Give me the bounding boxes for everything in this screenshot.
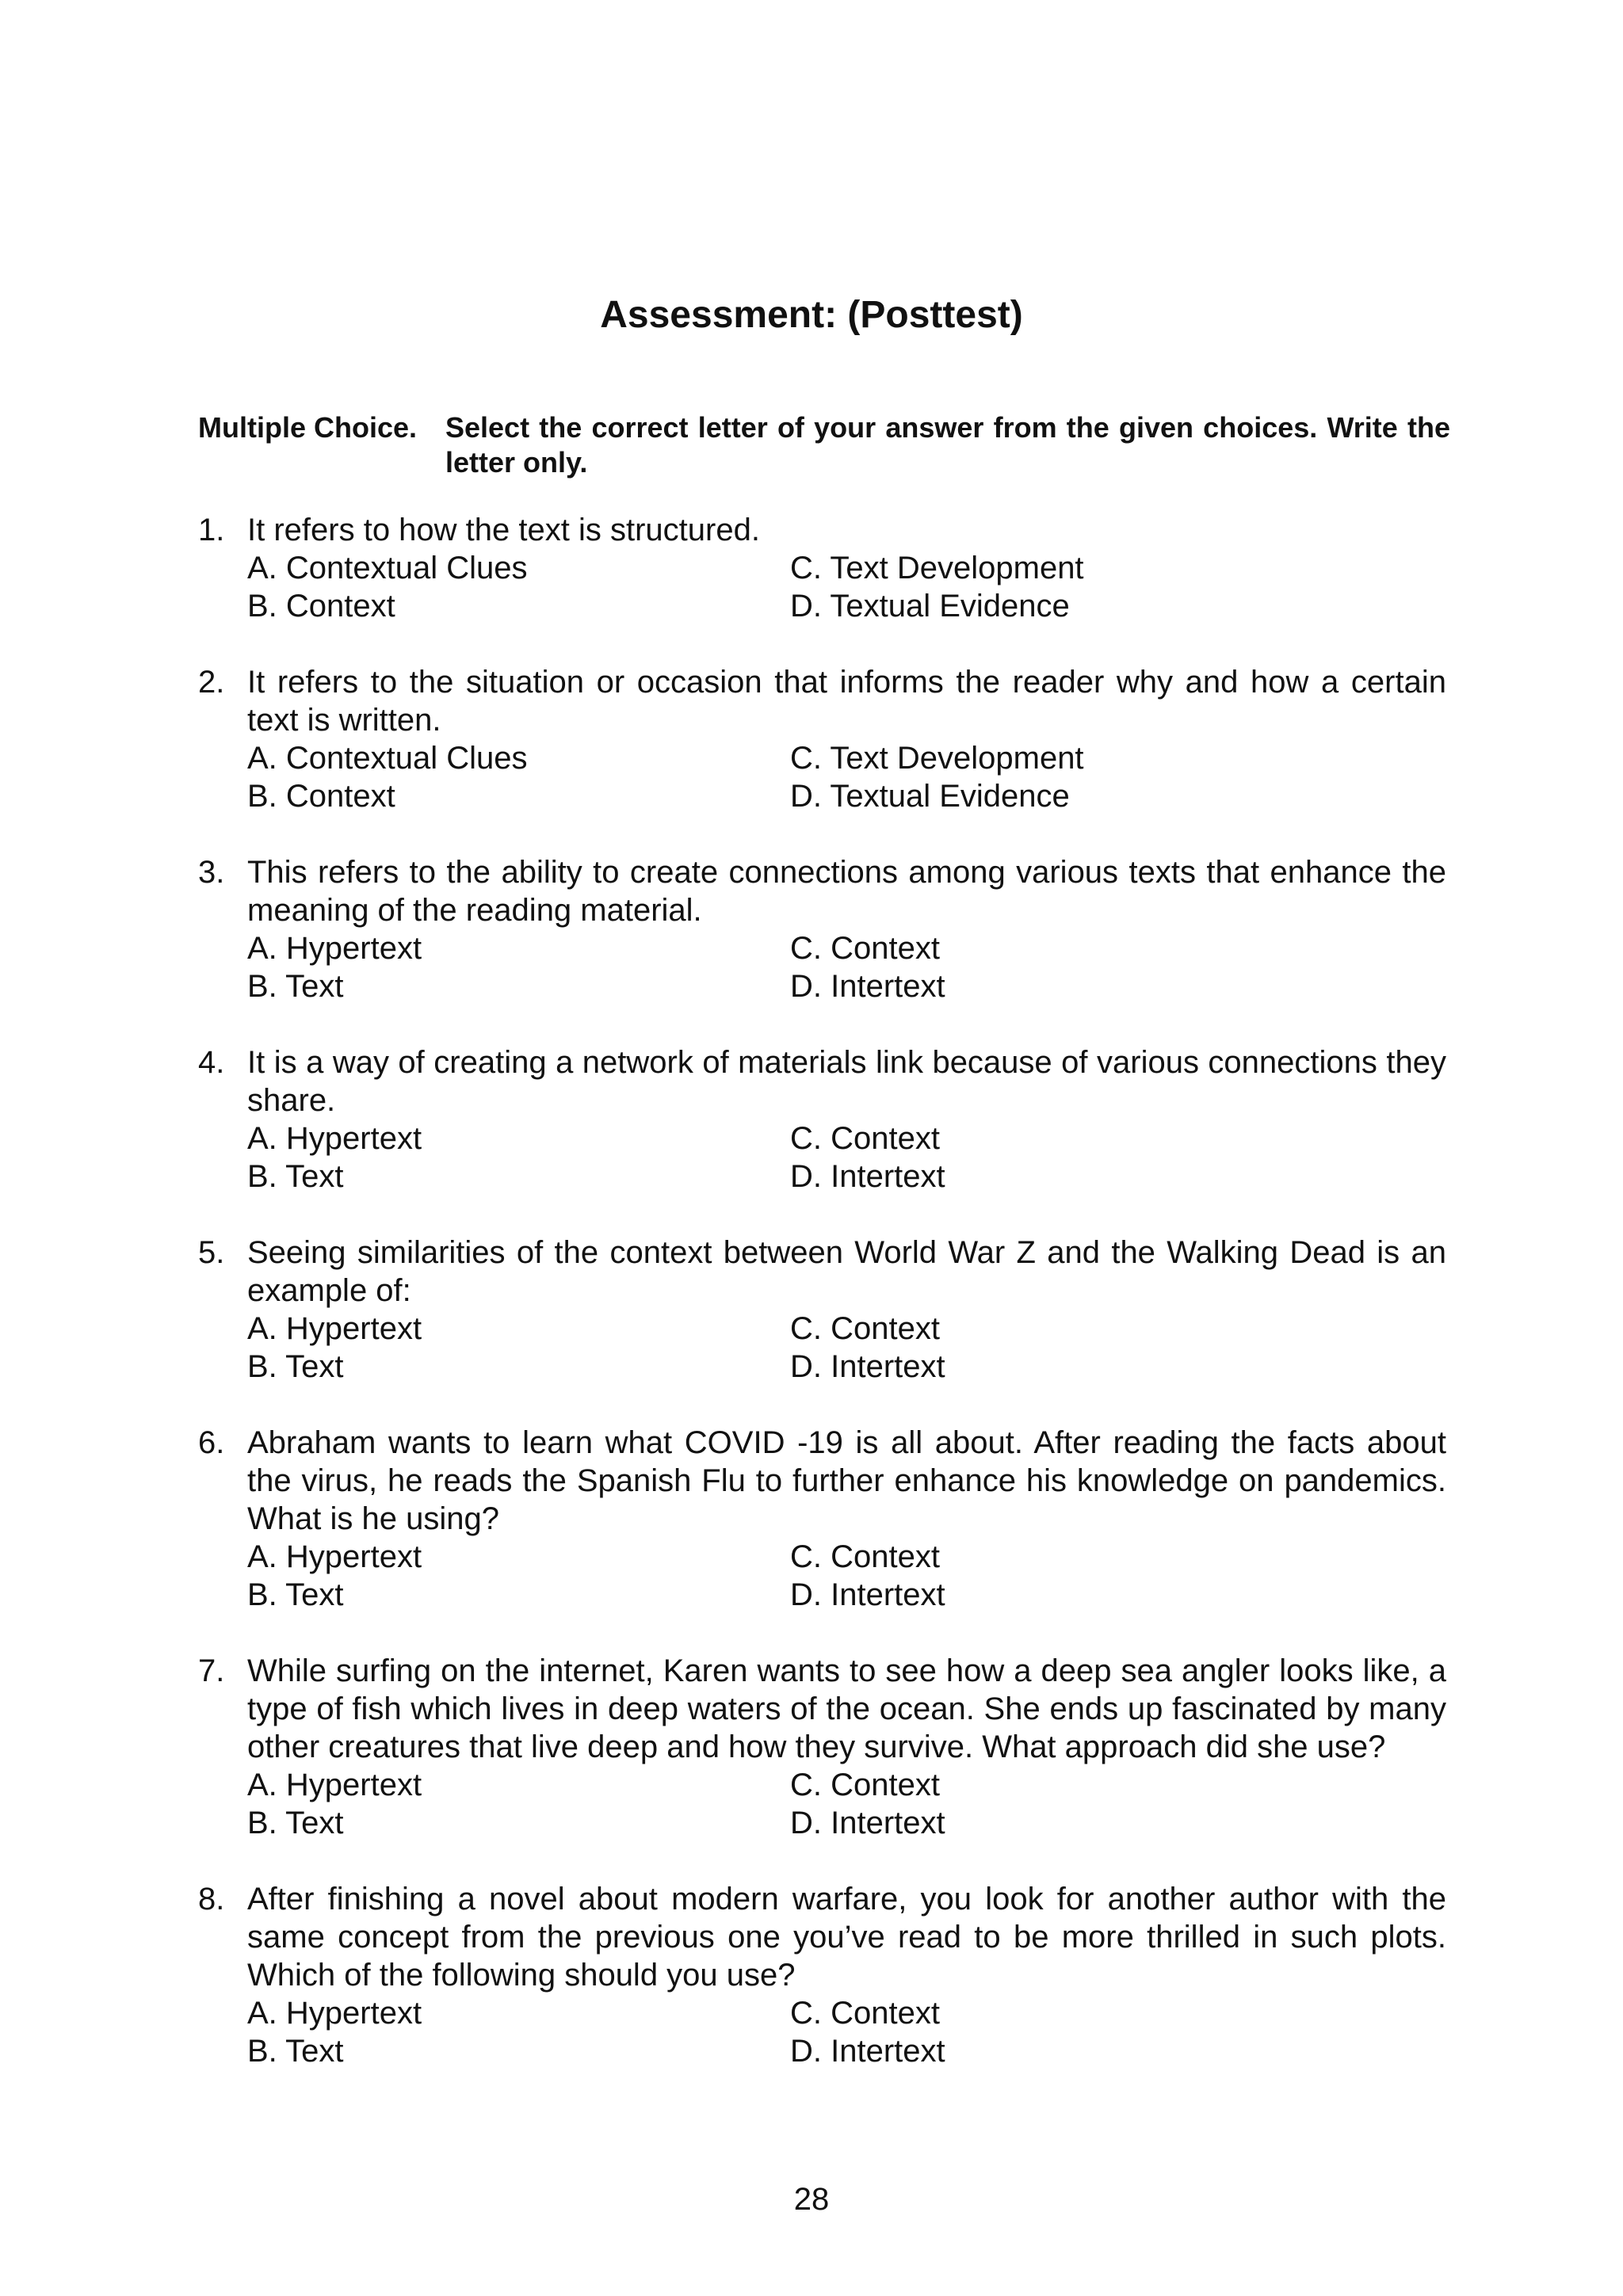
question-number: 1.: [198, 513, 225, 547]
question-number: 5.: [198, 1235, 225, 1270]
choice-a: A. Hypertext: [247, 1539, 422, 1574]
instructions: [198, 410, 1450, 480]
answer-choices: [247, 1994, 1446, 2070]
choice-c: C. Context: [790, 931, 940, 966]
question-stem: After finishing a novel about modern warfare, you look for another author with the same concept from the previous one you’ve read to be more thrilled in such plots. Which of the following should you use?: [247, 1882, 1446, 1993]
question-7: [198, 1652, 1446, 1842]
choice-a: A. Hypertext: [247, 1311, 422, 1346]
choice-c: C. Context: [790, 1996, 940, 2031]
question-1: [198, 511, 1446, 625]
choice-b: B. Text: [247, 1806, 344, 1840]
choice-c: C. Text Development: [790, 551, 1084, 585]
question-2: [198, 663, 1446, 815]
answer-choices: [247, 929, 1446, 1005]
answer-choices: [247, 549, 1446, 625]
choice-d: D. Intertext: [790, 1577, 945, 1612]
answer-choices: [247, 1766, 1446, 1842]
question-stem: It refers to the situation or occasion that informs the reader why and how a certain text is written.: [247, 665, 1446, 738]
question-list: [198, 511, 1446, 2108]
question-stem: While surfing on the internet, Karen wants to see how a deep sea angler looks like, a type of fish which lives in deep waters of the ocean. She ends up fascinated by many other creatures that live deep and how they survive. What approach did she use?: [247, 1653, 1446, 1764]
answer-choices: [247, 1119, 1446, 1196]
answer-choices: [247, 1538, 1446, 1614]
choice-b: B. Text: [247, 1349, 344, 1384]
question-6: [198, 1424, 1446, 1614]
question-number: 2.: [198, 665, 225, 700]
instructions-label: Multiple Choice.: [198, 411, 418, 444]
question-number: 3.: [198, 855, 225, 890]
question-5: [198, 1234, 1446, 1386]
question-stem: It is a way of creating a network of materials link because of various connections they share.: [247, 1045, 1446, 1118]
choice-d: D. Textual Evidence: [790, 589, 1070, 624]
choice-c: C. Text Development: [790, 741, 1084, 776]
question-number: 4.: [198, 1045, 225, 1080]
choice-c: C. Context: [790, 1121, 940, 1156]
choice-c: C. Context: [790, 1539, 940, 1574]
choice-b: B. Text: [247, 1577, 344, 1612]
choice-a: A. Contextual Clues: [247, 551, 528, 585]
choice-a: A. Hypertext: [247, 1768, 422, 1802]
choice-a: A. Hypertext: [247, 931, 422, 966]
question-stem: It refers to how the text is structured.: [247, 513, 760, 547]
question-stem: Abraham wants to learn what COVID -19 is all about. After reading the facts about the virus, he reads the Spanish Flu to further enhance his knowledge on pandemics. What is he using?: [247, 1425, 1446, 1536]
choice-d: D. Textual Evidence: [790, 779, 1070, 814]
choice-d: D. Intertext: [790, 1349, 945, 1384]
answer-choices: [247, 739, 1446, 815]
question-stem: Seeing similarities of the context between World War Z and the Walking Dead is an example of:: [247, 1235, 1446, 1308]
page-title: Assessment: (Posttest): [600, 294, 1023, 336]
question-number: 6.: [198, 1425, 225, 1460]
choice-d: D. Intertext: [790, 1159, 945, 1194]
answer-choices: [247, 1310, 1446, 1386]
page-number: 28: [793, 2182, 830, 2217]
choice-c: C. Context: [790, 1768, 940, 1802]
choice-a: A. Hypertext: [247, 1996, 422, 2031]
question-4: [198, 1043, 1446, 1196]
question-stem: This refers to the ability to create connections among various texts that enhance the meaning of the reading material.: [247, 855, 1446, 928]
question-number: 8.: [198, 1882, 225, 1917]
choice-c: C. Context: [790, 1311, 940, 1346]
question-3: [198, 853, 1446, 1005]
choice-b: B. Context: [247, 589, 395, 624]
choice-b: B. Text: [247, 969, 344, 1004]
choice-d: D. Intertext: [790, 969, 945, 1004]
choice-b: B. Text: [247, 2034, 344, 2069]
choice-d: D. Intertext: [790, 1806, 945, 1840]
question-number: 7.: [198, 1653, 225, 1688]
choice-b: B. Context: [247, 779, 395, 814]
choice-a: A. Hypertext: [247, 1121, 422, 1156]
choice-b: B. Text: [247, 1159, 344, 1194]
choice-d: D. Intertext: [790, 2034, 945, 2069]
instructions-text: Select the correct letter of your answer from the given choices. Write the letter only.: [445, 411, 1450, 479]
choice-a: A. Contextual Clues: [247, 741, 528, 776]
question-8: [198, 1880, 1446, 2070]
